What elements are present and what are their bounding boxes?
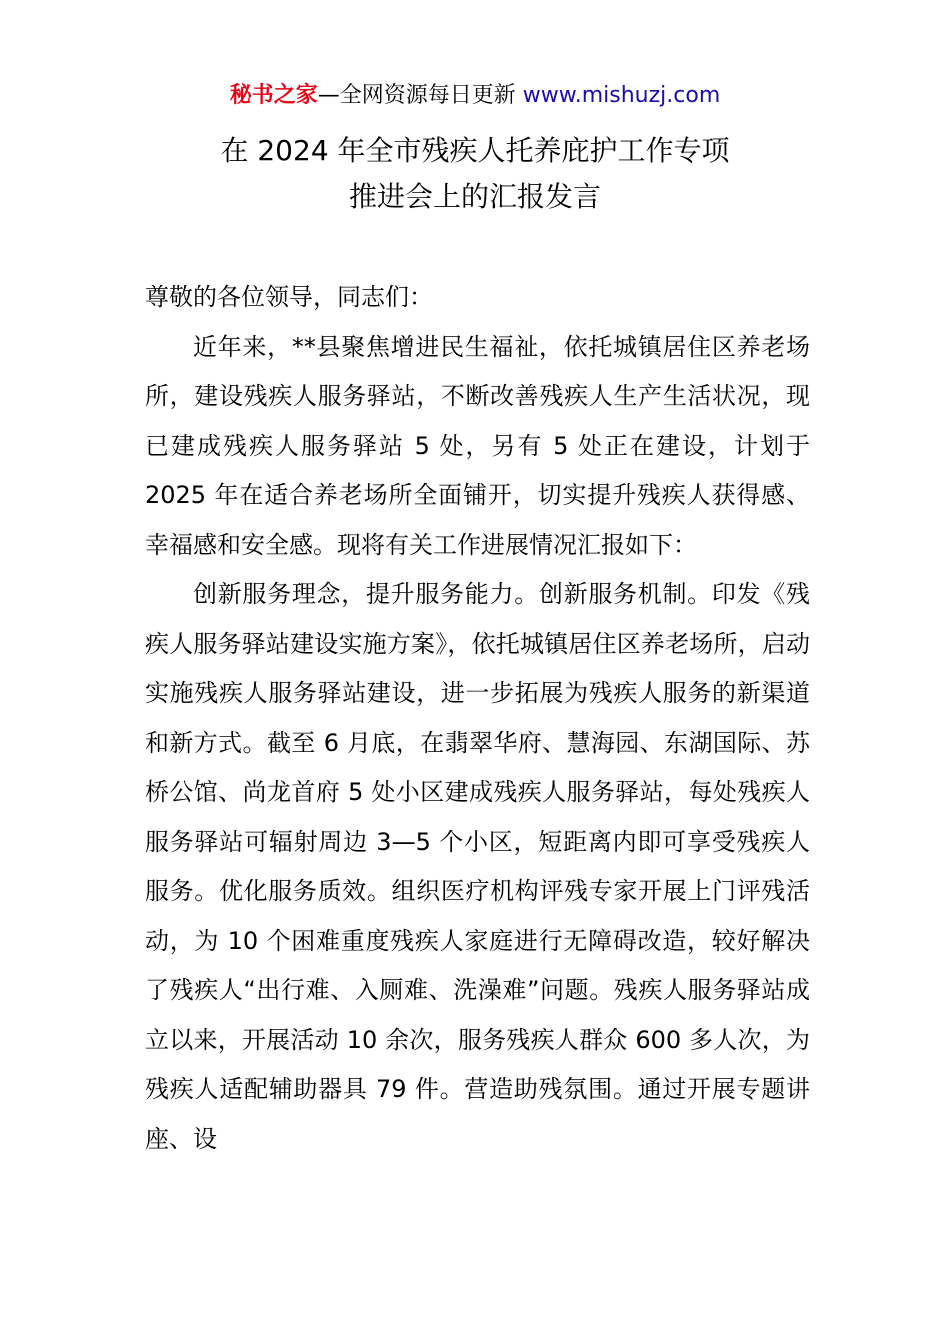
document-title xyxy=(0,128,950,220)
title-line-1: 在 2024 年全市残疾人托养庇护工作专项 xyxy=(220,134,730,167)
salutation: 尊敬的各位领导，同志们： xyxy=(145,283,433,311)
document-body xyxy=(145,273,810,1164)
paragraph-1: 近年来，**县聚焦增进民生福祉，依托城镇居住区养老场所，建设残疾人服务驿站，不断改善残疾人生产生活状况，现已建成残疾人服务驿站 5 处，另有 5 处正在建设，计划于 2025 年在适合养老场所全面铺开，切实提升残疾人获得感、幸福感和安全感。现将有关工作进展情况汇报如下： xyxy=(145,332,810,559)
header-tagline: —全网资源每日更新 xyxy=(317,83,516,108)
site-url-link[interactable]: www.mishuzj.com xyxy=(522,83,721,108)
paragraph-2: 创新服务理念，提升服务能力。创新服务机制。印发《残疾人服务驿站建设实施方案》，依托城镇居住区养老场所，启动实施残疾人服务驿站建设，进一步拓展为残疾人服务的新渠道和新方式。截至 6 月底，在翡翠华府、慧海园、东湖国际、苏桥公馆、尚龙首府 5 处小区建成残疾人服务驿站，每处残疾人服务驿站可辐射周边 3—5 个小区，短距离内即可享受残疾人服务。优化服务质效。组织医疗机构评残专家开展上门评残活动，为 10 个困难重度残疾人家庭进行无障碍改造，较好解决了残疾人“出行难、入厕难、洗澡难”问题。残疾人服务驿站成立以来，开展活动 10 余次，服务残疾人群众 600 多人次，为残疾人适配辅助器具 79 件。营造助残氛围。通过开展专题讲座、设 xyxy=(145,580,810,1153)
site-header xyxy=(0,80,950,112)
brand-name: 秘书之家 xyxy=(229,83,318,108)
title-line-2: 推进会上的汇报发言 xyxy=(348,180,601,213)
